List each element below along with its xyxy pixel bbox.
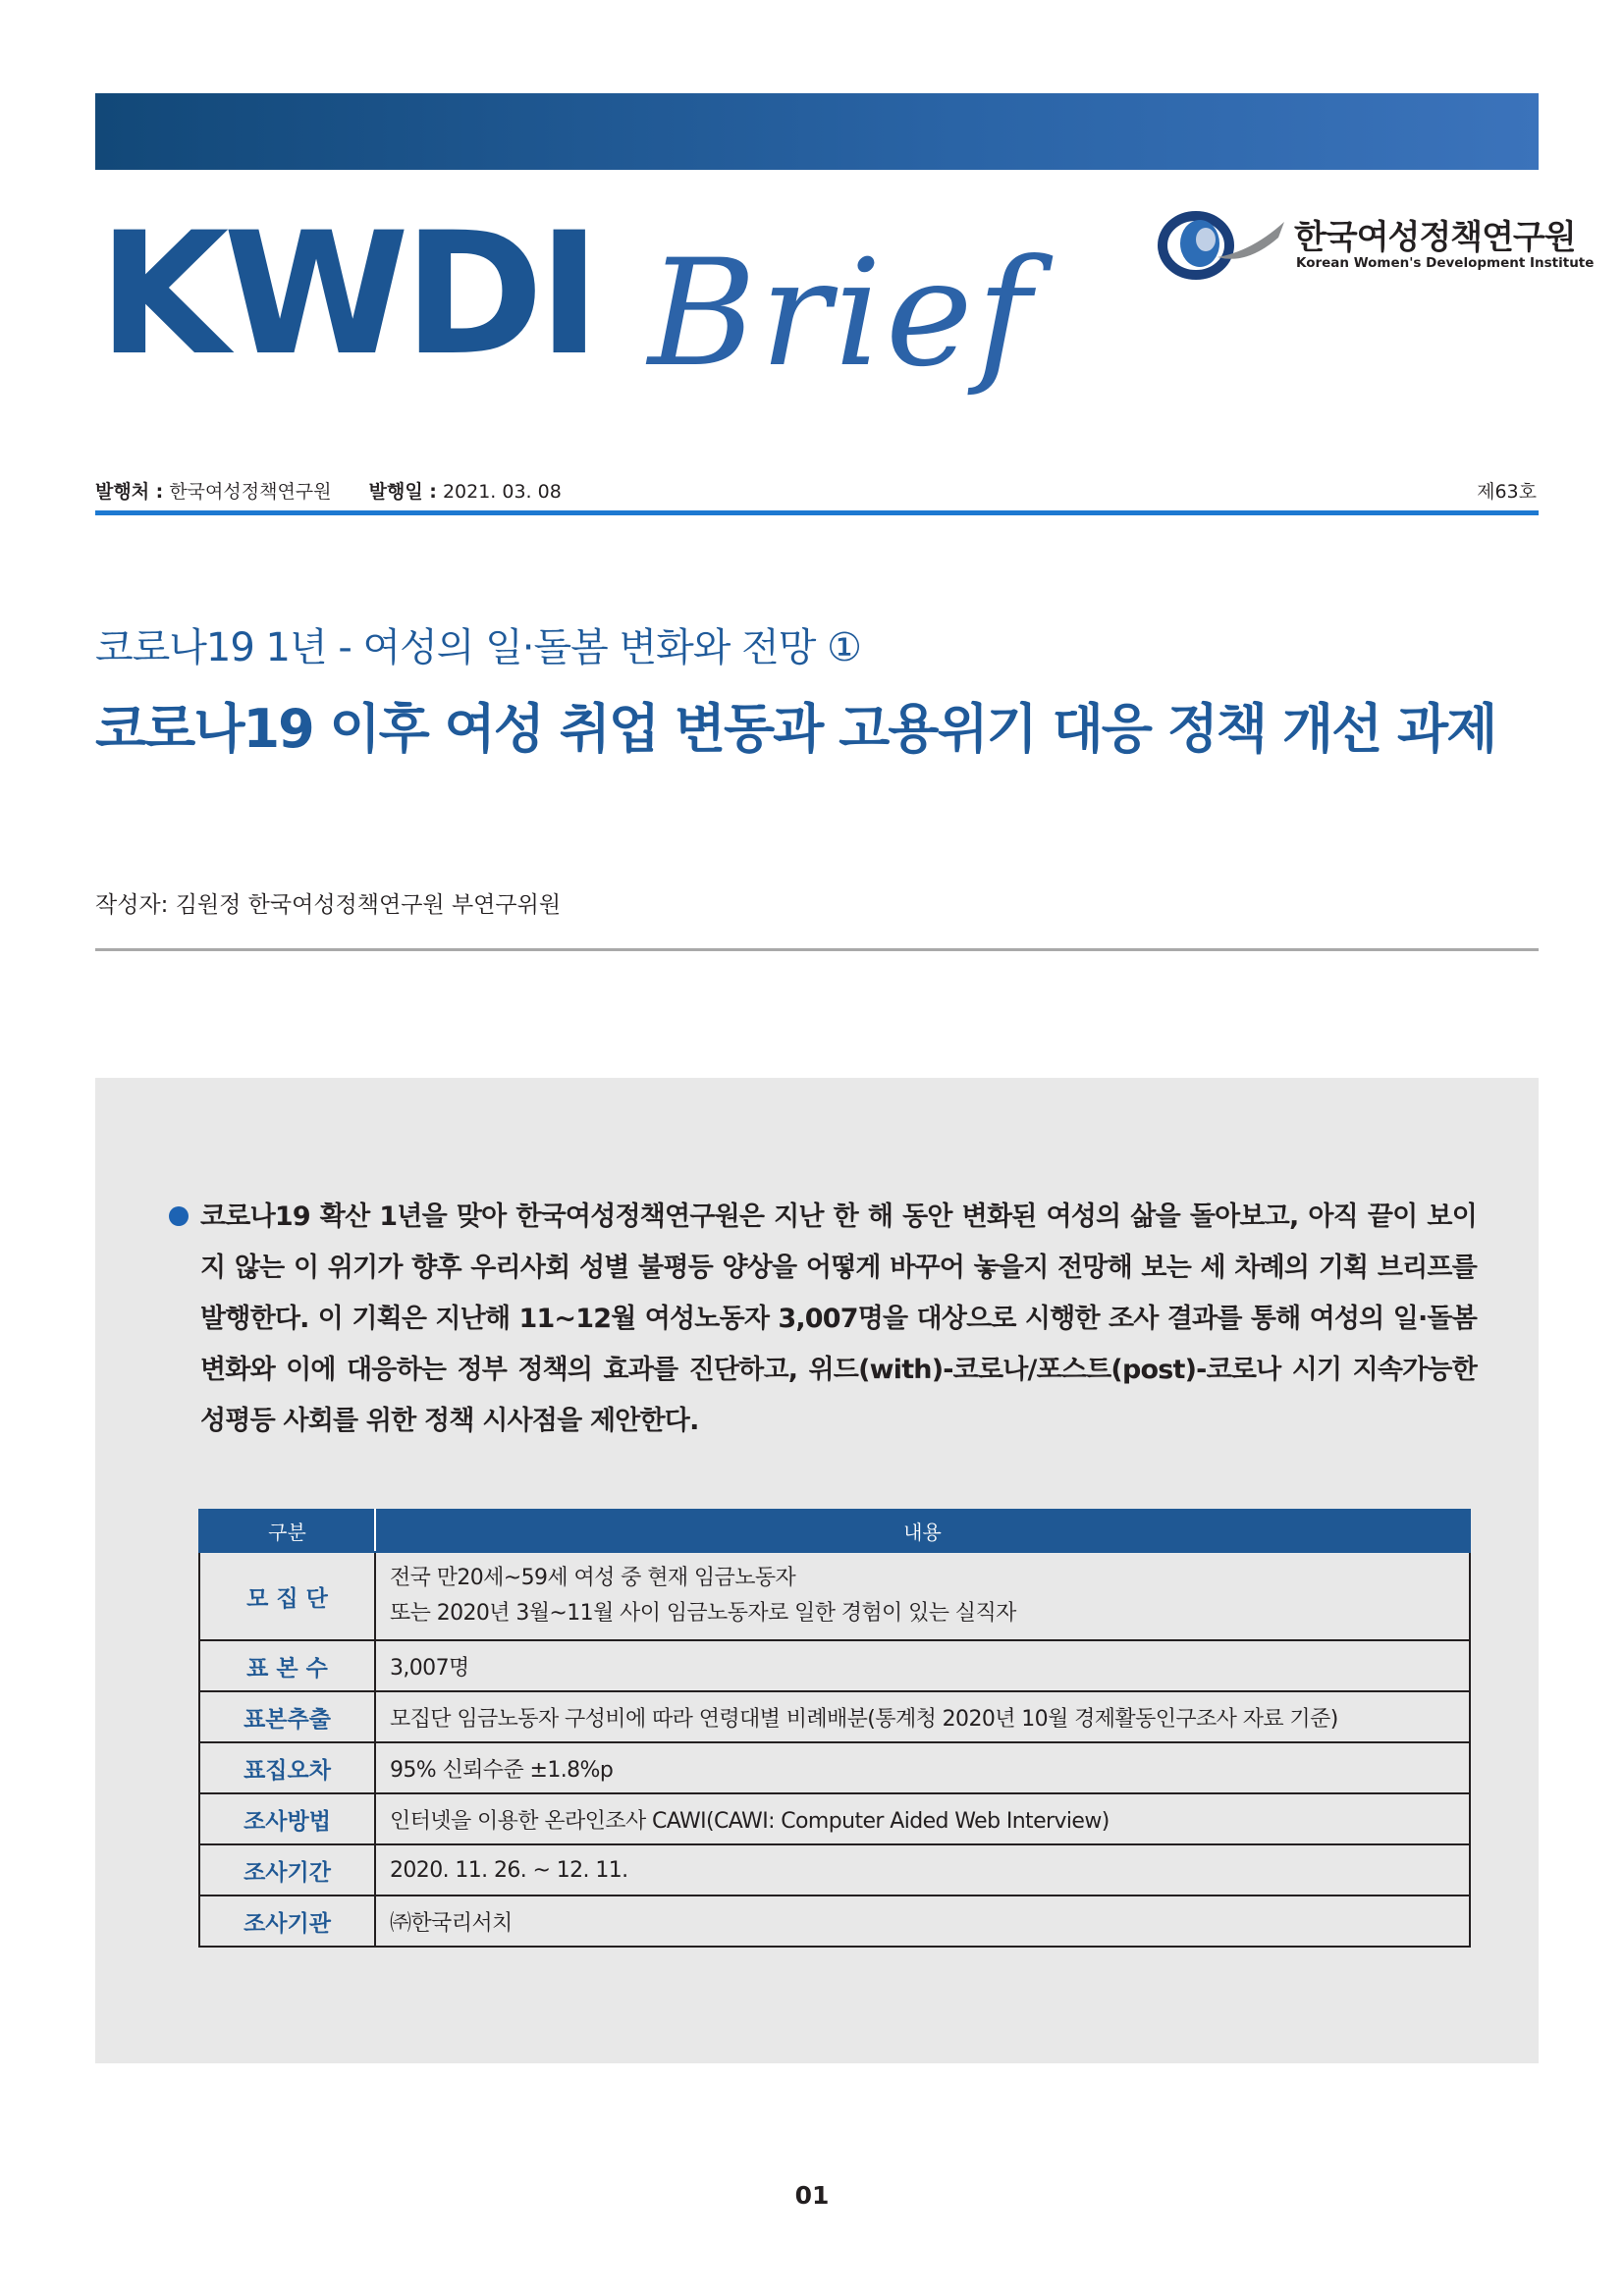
- publish-date: 2021. 03. 08: [442, 481, 562, 503]
- series-title: 코로나19 1년 - 여성의 일·돌봄 변화와 전망 ①: [95, 625, 861, 670]
- table-row: [199, 1691, 1470, 1742]
- table-row-value: ㈜한국리서치: [375, 1896, 1470, 1947]
- table-row-value: 인터넷을 이용한 온라인조사 CAWI(CAWI: Computer Aided Web Interview): [375, 1793, 1470, 1844]
- author-line: 작성자: 김원정 한국여성정책연구원 부연구위원: [95, 892, 562, 918]
- table-row-key: 모 집 단: [199, 1552, 375, 1640]
- table-row-value: 95% 신뢰수준 ±1.8%p: [375, 1742, 1470, 1793]
- institute-name-en: Korean Women's Development Institute: [1296, 255, 1595, 271]
- table-row-value: [375, 1552, 1470, 1640]
- table-row: [199, 1552, 1470, 1640]
- institute-name-ko: 한국여성정책연구원: [1294, 218, 1576, 257]
- page-title: 코로나19 이후 여성 취업 변동과 고용위기 대응 정책 개선 과제: [95, 698, 1496, 760]
- table-row: [199, 1640, 1470, 1691]
- table-row-key: 조사기관: [199, 1896, 375, 1947]
- table-row-value-line: 또는 2020년 3월~11월 사이 임금노동자로 일한 경험이 있는 실직자: [390, 1601, 1016, 1626]
- table-row-key: 조사기간: [199, 1844, 375, 1896]
- table-row: [199, 1742, 1470, 1793]
- table-header-row: [199, 1510, 1470, 1552]
- header-band: [95, 93, 1539, 170]
- table-row: [199, 1896, 1470, 1947]
- publisher: 한국여성정책연구원: [169, 481, 332, 503]
- institute-emblem-icon: [1149, 208, 1286, 281]
- survey-overview-table: [198, 1509, 1471, 1948]
- table-row-key: 표 본 수: [199, 1640, 375, 1691]
- publisher-label: 발행처 :: [95, 481, 164, 503]
- brand-wordmark: KWDI: [98, 195, 595, 393]
- table-row-value: 모집단 임금노동자 구성비에 따라 연령대별 비례배분(통계청 2020년 10월 경제활동인구조사 자료 기준): [375, 1691, 1470, 1742]
- issue-number: 제63호: [1477, 481, 1537, 503]
- table-row: [199, 1844, 1470, 1896]
- table-row-key: 표집오차: [199, 1742, 375, 1793]
- brand-script-wordmark: Brief: [648, 229, 1036, 400]
- publication-meta: [95, 477, 1539, 508]
- page-number: 01: [794, 2181, 830, 2210]
- table-row-value: 3,007명: [375, 1640, 1470, 1691]
- table-row-key: 조사방법: [199, 1793, 375, 1844]
- institute-logo: [1149, 208, 1595, 281]
- author-divider: [95, 948, 1539, 951]
- summary-paragraph: 코로나19 확산 1년을 맞아 한국여성정책연구원은 지난 한 해 동안 변화된 여성의 삶을 돌아보고, 아직 끝이 보이지 않는 이 위기가 향후 우리사회 성별 불평등 양상을 어떻게 바꾸어 놓을지 전망해 보는 세 차례의 기획 브리프를 발행한다. 이 기획은 지난해 11~12월 여성노동자 3,007명을 대상으로 시행한 조사 결과를 통해 여성의 일·돌봄 변화와 이에 대응하는 정부 정책의 효과를 진단하고, 위드(with)-코로나/포스트(post)-코로나 시기 지속가능한 성평등 사회를 위한 정책 시사점을 제안한다.: [200, 1201, 1477, 1436]
- bullet-icon: [169, 1206, 189, 1226]
- table-row: [199, 1793, 1470, 1844]
- table-row-value: 2020. 11. 26. ~ 12. 11.: [375, 1844, 1470, 1896]
- table-header-content: 내용: [375, 1510, 1470, 1552]
- table-header-category: 구분: [199, 1510, 375, 1552]
- table-row-value-line: 전국 만20세~59세 여성 중 현재 임금노동자: [390, 1566, 796, 1590]
- date-label: 발행일 :: [368, 481, 437, 503]
- header-divider: [95, 510, 1539, 515]
- table-row-key: 표본추출: [199, 1691, 375, 1742]
